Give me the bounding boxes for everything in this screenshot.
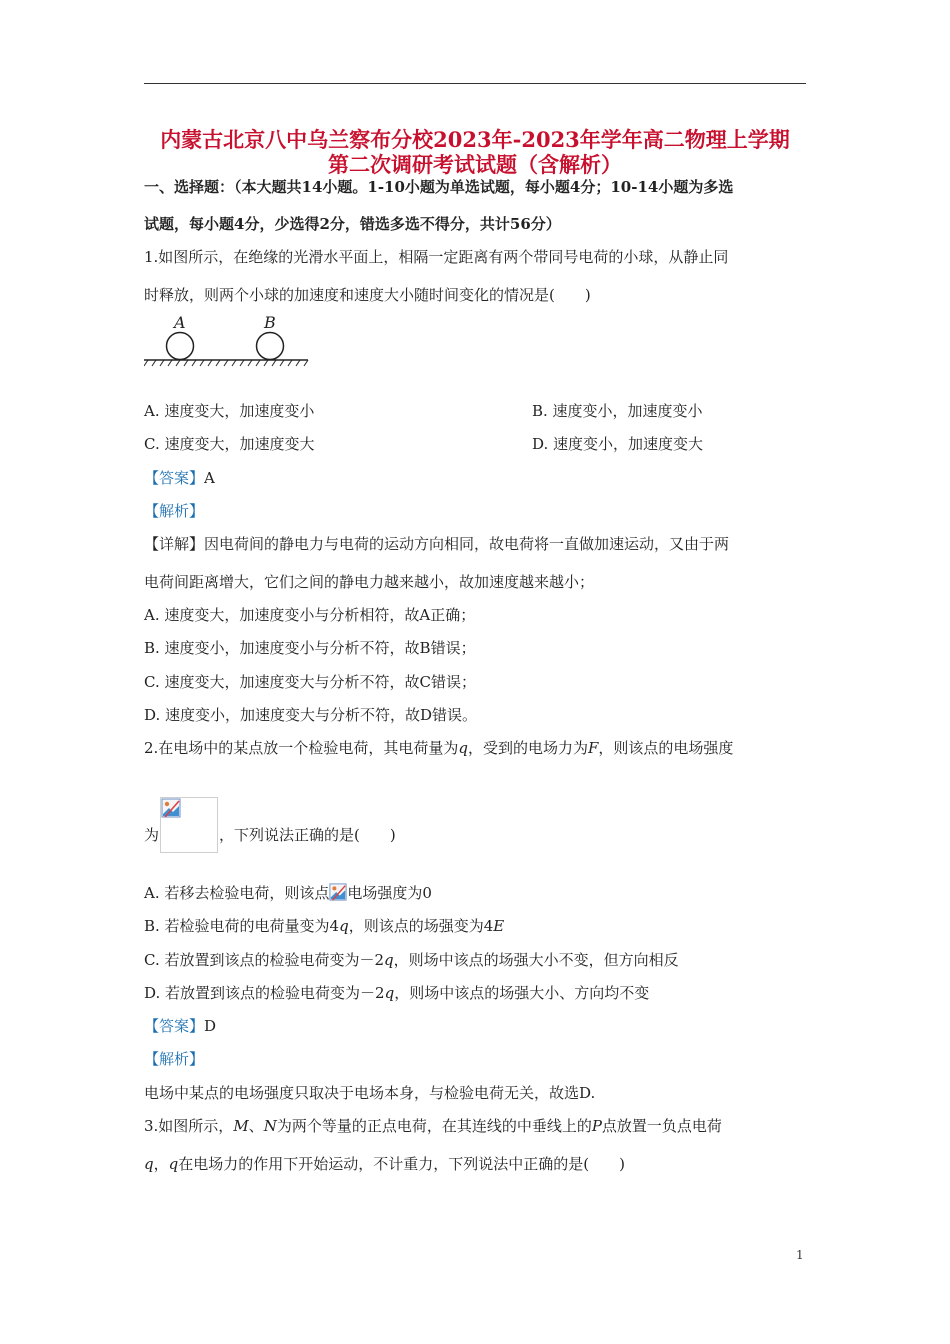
ball-a (167, 333, 194, 360)
q2-option-b: B. 若检验电荷的电荷量变为4q，则该点的场强变为4E (144, 917, 505, 935)
q1-option-b: B. 速度变小，加速度变小 (532, 402, 703, 420)
page-title-line-2: 第二次调研考试试题（含解析） (328, 152, 622, 177)
q2-option-c: C. 若放置到该点的检验电荷变为－2q，则场中该点的场强大小不变，但方向相反 (144, 951, 679, 969)
ball-a-label: A (174, 313, 186, 332)
q2-stem-line-2-prefix: 为 (144, 826, 160, 844)
detail-tag: 【详解】 (144, 535, 205, 553)
q2-answer-value: D (204, 1017, 217, 1035)
q1-figure (144, 312, 310, 370)
q1-judge-d: D. 速度变小，加速度变大与分析不符，故D错误。 (144, 706, 478, 724)
header-rule (144, 83, 806, 84)
ball-b (257, 333, 284, 360)
q1-answer (144, 467, 215, 489)
q1-answer-value: A (204, 469, 215, 487)
q1-analysis-tag: 【解析】 (144, 502, 205, 520)
q3-stem-line-1: 3.如图所示，M、N为两个等量的正点电荷，在其连线的中垂线上的P点放置一负点电荷 (144, 1117, 722, 1135)
q2-option-d: D. 若放置到该点的检验电荷变为－2q，则场中该点的场强大小、方向均不变 (144, 984, 650, 1002)
q1-option-d: D. 速度变小，加速度变大 (532, 435, 704, 453)
q1-judge-a: A. 速度变大，加速度变小与分析相符，故A正确； (144, 606, 476, 624)
page-number: 1 (796, 1248, 804, 1262)
broken-image-icon (329, 883, 347, 901)
q2-answer (144, 1015, 216, 1037)
q2-stem-line-2-suffix: ，下列说法正确的是( ) (219, 826, 396, 844)
q1-judge-b: B. 速度变小，加速度变小与分析不符，故B错误； (144, 639, 476, 657)
ball-b-label: B (264, 313, 276, 332)
q1-option-a: A. 速度变大，加速度变小 (144, 402, 315, 420)
answer-tag: 【答案】 (144, 1017, 205, 1035)
page-title-line-1: 内蒙古北京八中乌兰察布分校2023年-2023年学年高二物理上学期 (160, 127, 790, 152)
q1-stem-line-1: 1.如图所示，在绝缘的光滑水平面上，相隔一定距离有两个带同号电荷的小球，从静止同 (144, 248, 729, 266)
q1-detail-line-1: 【详解】因电荷间的静电力与电荷的运动方向相同，故电荷将一直做加速运动，又由于两 (144, 535, 730, 553)
answer-tag: 【答案】 (144, 469, 205, 487)
q1-stem-line-2: 时释放，则两个小球的加速度和速度大小随时间变化的情况是( ) (144, 286, 591, 304)
section-heading-line-2: 试题，每小题4分，少选得2分，错选多选不得分，共计56分） (144, 215, 561, 233)
q1-detail-line-2: 电荷间距离增大，它们之间的静电力越来越小，故加速度越来越小； (144, 573, 595, 591)
q2-analysis-text: 电场中某点的电场强度只取决于电场本身，与检验电荷无关，故选D. (144, 1084, 596, 1102)
q1-option-c: C. 速度变大，加速度变大 (144, 435, 315, 453)
section-heading-line-1: 一、选择题：（本大题共14小题。1-10小题为单选试题，每小题4分；10-14小题为多选 (144, 178, 734, 196)
q2-option-a: A. 若移去检验电荷，则该点 电场强度为0 (144, 884, 432, 902)
q2-analysis-tag: 【解析】 (144, 1050, 205, 1068)
q2-stem-line-1: 2.在电场中的某点放一个检验电荷，其电荷量为q，受到的电场力为F，则该点的电场强度 (144, 739, 734, 757)
broken-image-icon (161, 798, 181, 818)
q1-judge-c: C. 速度变大，加速度变大与分析不符，故C错误； (144, 673, 476, 691)
q3-stem-line-2: q，q在电场力的作用下开始运动，不计重力，下列说法中正确的是( ) (144, 1155, 625, 1173)
